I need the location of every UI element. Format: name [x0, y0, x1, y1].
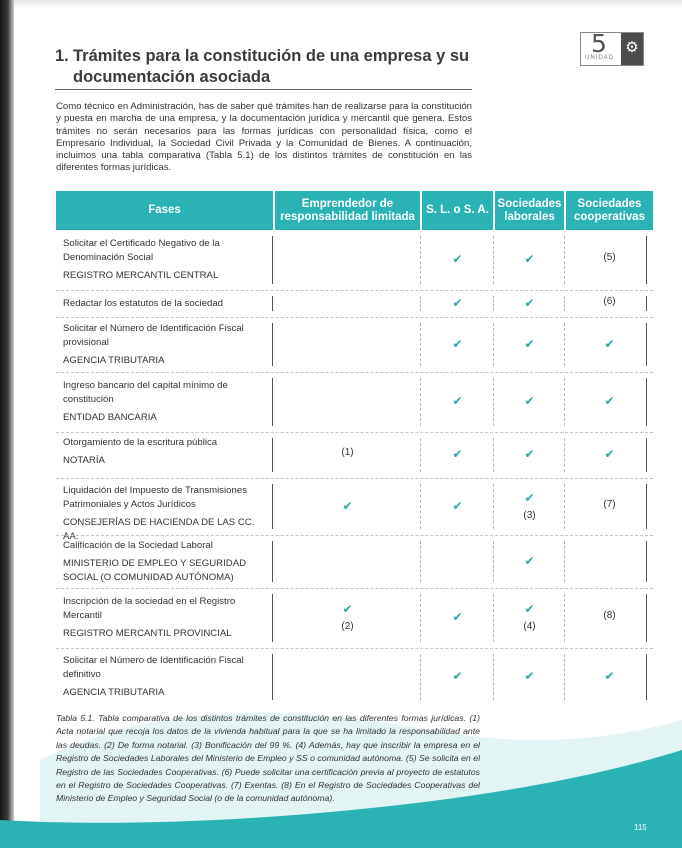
phase-text: Solicitar el Número de Identificación Fiscal provisional	[63, 322, 244, 348]
phase-cell	[63, 436, 265, 468]
check-icon: ✔	[524, 553, 535, 568]
check-icon: ✔	[524, 252, 535, 266]
column-rule	[420, 438, 421, 472]
check-icon: ✔	[452, 252, 463, 266]
column-rule	[564, 378, 565, 426]
column-rule	[646, 323, 647, 366]
check-icon: ✔	[604, 669, 615, 683]
column-rule	[420, 323, 421, 366]
check-icon: ✔	[342, 602, 353, 616]
column-rule	[646, 296, 647, 311]
column-rule	[272, 541, 273, 582]
footnote-ref: (3)	[523, 509, 536, 521]
check-icon: ✔	[452, 394, 463, 408]
check-icon: ✔	[524, 490, 535, 505]
table-row	[56, 648, 653, 706]
column-rule	[646, 654, 647, 700]
intro-paragraph: Como técnico en Administración, has de saber qué trámites han de realizarse para la constitución y puesta en marcha de una empresa, y la documentación jurídica y mercantil que genera. Estos trámites no serán necesarios para las formas jurídicas con personalidad física, como el Empresario Individual, la Sociedad Civil Privada y la Comunidad de Bienes. A continuación, incluimos una tabla comparativa (Tabla 5.1) de los distintos trámites de constitución en las diferentes formas jurídicas.	[56, 101, 472, 174]
column-rule	[564, 296, 565, 311]
column-rule	[493, 541, 494, 582]
check-icon: ✔	[452, 295, 463, 310]
phase-text: Otorgamiento de la escritura pública	[63, 437, 218, 448]
column-rule	[493, 296, 494, 311]
footnote-ref: (4)	[523, 621, 536, 632]
column-rule	[272, 654, 273, 700]
phase-organism: REGISTRO MERCANTIL PROVINCIAL	[63, 628, 232, 639]
heading-underline	[55, 89, 472, 90]
check-icon: ✔	[452, 447, 463, 461]
row-divider	[56, 290, 653, 291]
column-rule	[420, 378, 421, 426]
column-rule	[420, 296, 421, 311]
check-icon: ✔	[524, 669, 535, 683]
phase-organism: REGISTRO MERCANTIL CENTRAL	[63, 270, 219, 281]
check-icon: ✔	[524, 295, 535, 310]
row-divider	[56, 317, 653, 318]
column-rule	[420, 654, 421, 700]
column-rule	[272, 484, 273, 529]
column-rule	[646, 541, 647, 582]
column-rule	[646, 236, 647, 284]
check-icon: ✔	[524, 447, 535, 461]
phase-cell	[63, 539, 265, 585]
table-row	[56, 372, 653, 432]
column-rule	[420, 484, 421, 529]
table-row	[56, 535, 653, 588]
check-icon: ✔	[452, 610, 463, 624]
unit-label: UNIDAD	[585, 55, 615, 61]
table-row	[56, 588, 653, 648]
column-rule	[493, 323, 494, 366]
page-number: 115	[634, 823, 647, 832]
unit-badge	[580, 29, 644, 66]
table-row	[56, 290, 653, 317]
check-icon: ✔	[524, 336, 535, 351]
section-number: 1.	[55, 47, 69, 65]
footnote-ref: (5)	[603, 252, 616, 263]
header-sl-sa: S. L. o S. A.	[426, 204, 489, 217]
phase-organism: NOTARÍA	[63, 455, 105, 466]
column-rule	[493, 654, 494, 700]
column-rule	[420, 541, 421, 582]
check-icon: ✔	[524, 394, 535, 408]
check-icon: ✔	[524, 602, 535, 616]
column-rule	[272, 438, 273, 472]
phase-text: Solicitar el Certificado Negativo de la Denominación Social	[63, 238, 220, 263]
check-icon: ✔	[342, 498, 353, 513]
phase-organism: CONSEJERÍAS DE HACIENDA DE LAS CC. AA.	[63, 516, 255, 542]
header-fases: Fases	[148, 204, 181, 217]
row-divider	[56, 372, 653, 373]
column-rule	[646, 594, 647, 642]
column-rule	[564, 323, 565, 366]
footnote-ref: (8)	[603, 610, 616, 621]
phase-text: Calificación de la Sociedad Laboral	[63, 540, 213, 551]
check-icon: ✔	[604, 336, 615, 351]
footnote-ref: (6)	[603, 295, 616, 307]
footnote-ref: (2)	[341, 621, 354, 632]
column-rule	[493, 594, 494, 642]
phase-cell	[63, 654, 265, 700]
column-rule	[272, 378, 273, 426]
phase-text: Solicitar el Número de Identificación Fiscal definitivo	[63, 655, 244, 680]
row-divider	[56, 432, 653, 433]
phase-cell	[63, 322, 265, 368]
row-divider	[56, 535, 653, 536]
check-icon: ✔	[604, 447, 615, 461]
row-divider	[56, 588, 653, 589]
column-rule	[564, 594, 565, 642]
column-rule	[564, 484, 565, 529]
phase-cell	[63, 237, 265, 283]
check-icon: ✔	[452, 336, 463, 351]
footnote-ref: (7)	[603, 498, 616, 510]
column-rule	[272, 594, 273, 642]
column-rule	[646, 484, 647, 529]
column-rule	[272, 323, 273, 366]
phase-organism: AGENCIA TRIBUTARIA	[63, 354, 165, 366]
phase-text: Redactar los estatutos de la sociedad	[63, 297, 223, 309]
phase-text: Liquidación del Impuesto de Transmisiones Patrimoniales y Actos Jurídicos	[63, 484, 247, 510]
phase-organism: AGENCIA TRIBUTARIA	[63, 687, 165, 698]
column-rule	[420, 236, 421, 284]
table-row	[56, 432, 653, 478]
table-row	[56, 230, 653, 290]
unit-number: 5	[591, 29, 607, 58]
column-rule	[493, 438, 494, 472]
column-rule	[564, 236, 565, 284]
row-divider	[56, 478, 653, 479]
footnote-ref: (1)	[341, 447, 354, 458]
table-header	[56, 191, 653, 230]
row-divider	[56, 648, 653, 649]
phase-cell	[63, 595, 265, 641]
check-icon: ✔	[452, 669, 463, 683]
check-icon: ✔	[604, 394, 615, 408]
column-rule	[646, 378, 647, 426]
phase-organism: ENTIDAD BANCARIA	[63, 412, 157, 423]
section-title: Trámites para la constitución de una empresa y su documentación asociada	[73, 47, 470, 86]
gear-icon: ⚙	[621, 33, 643, 65]
column-rule	[564, 654, 565, 700]
phase-text: Inscripción de la sociedad en el Registro Mercantil	[63, 596, 236, 621]
column-rule	[564, 541, 565, 582]
header-laborales: Sociedades laborales	[497, 198, 562, 223]
header-cooperativas: Sociedades cooperativas	[574, 198, 645, 223]
phase-cell	[63, 379, 265, 425]
column-rule	[493, 236, 494, 284]
column-rule	[646, 438, 647, 472]
header-emprendedor: Emprendedor de responsabilidad limitada	[280, 198, 415, 223]
page-top-shadow	[14, 0, 682, 8]
column-rule	[564, 438, 565, 472]
phase-organism: MINISTERIO DE EMPLEO Y SEGURIDAD SOCIAL (O COMUNIDAD AUTÓNOMA)	[63, 558, 247, 583]
check-icon: ✔	[452, 498, 463, 513]
column-rule	[272, 236, 273, 284]
table-row	[56, 478, 653, 542]
table-caption: Tabla 5.1. Tabla comparativa de los distintos trámites de constitución en las diferentes formas jurídicas. (1) Acta notarial que recoja los datos de la vivienda habitual para la que se ha limitado la responsabilidad ante las deudas. (2) De forma notarial. (3) Bonificación del 99 %. (4) Además, hay que inscribir la empresa en el Registro de Sociedades Laborales del Ministerio de Empleo y SS o comunidad autónoma. (5) Se solicita en el Registro de las Sociedades Cooperativas. (6) Puede solicitar una certificación previa al proyecto de estatutos en el Registro de Sociedades Cooperativas. (7) Exentas. (8) En el Registro de Sociedades Cooperativas del Ministerio de Empleo y Seguridad Social (o de la comunidad autónoma).	[56, 713, 480, 804]
phase-text: Ingreso bancario del capital mínimo de constitución	[63, 380, 228, 405]
table-row	[56, 317, 653, 372]
column-rule	[493, 484, 494, 529]
phase-cell	[63, 297, 265, 311]
column-rule	[272, 296, 273, 311]
column-rule	[420, 594, 421, 642]
column-rule	[493, 378, 494, 426]
